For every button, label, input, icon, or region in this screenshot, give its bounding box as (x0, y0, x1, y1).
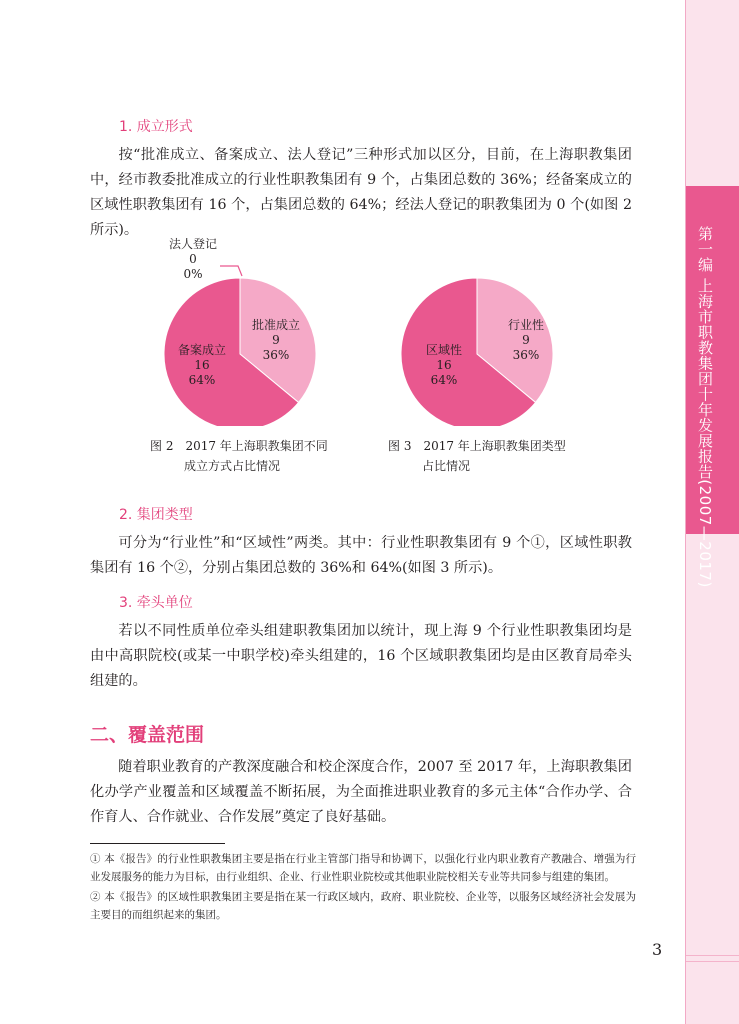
section-heading-lead: 3. 牵头单位 (119, 595, 193, 611)
fig3-label-regional-value: 16 (436, 358, 452, 372)
fig3-label-regional (412, 343, 476, 388)
paragraph-coverage (90, 755, 632, 830)
paragraph-text: 若以不同性质单位牵头组建职教集团加以统计，现上海 9 个行业性职教集团均是由中高职院校(或某一中职学校)牵头组建的，16 个区域职教集团均是由区教育局牵头组建的。 (90, 623, 632, 689)
fig2-label-filed-name: 备案成立 (177, 343, 226, 357)
fig2-label-filed-value: 16 (194, 358, 210, 372)
fig2-caption-line1: 图 2 2017 年上海职教集团不同 (150, 439, 328, 453)
fig2-label-approved-value: 9 (272, 333, 280, 347)
fig2-label-legal-name: 法人登记 (168, 237, 217, 251)
margin-band-divider (686, 961, 739, 962)
paragraph-lead (90, 619, 632, 694)
fig2-label-filed (170, 343, 234, 388)
paragraph-text: 随着职业教育的产教深度融合和校企深度合作，2007 至 2017 年，上海职教集团化办学产业覆盖和区域覆盖不断拓展，为全面推进职业教育的多元主体“合作办学、合作育人、合作就业、合作发展”奠定了良好基础。 (90, 759, 632, 825)
fig2-label-legal-percent: 0% (183, 267, 203, 281)
fig3-label-industry-percent: 36% (512, 348, 540, 362)
fig3-label-regional-percent: 64% (430, 373, 458, 387)
footnote-1: ① 本《报告》的行业性职教集团主要是指在行业主管部门指导和协调下，以强化行业内职业教育产教融合、增强为行业发展服务的能力为目标，由行业组织、企业、行业性职业院校或其他职业院校相关专业等共同参与组建的集团。 (90, 853, 636, 883)
margin-band-divider (686, 955, 739, 956)
fig3-label-industry-name: 行业性 (507, 318, 544, 332)
section-heading-type: 2. 集团类型 (119, 507, 193, 523)
fig2-caption-line2: 成立方式占比情况 (184, 459, 281, 473)
fig2-label-legal (153, 237, 233, 282)
fig3-caption-line1: 图 3 2017 年上海职教集团类型 (388, 439, 566, 453)
fig3-label-regional-name: 区域性 (425, 343, 462, 357)
fig3-caption-line2: 占比情况 (422, 459, 471, 473)
fig2-label-approved-percent: 36% (262, 348, 290, 362)
running-chapter-title: 第一编 上海市职教集团十年发展报告(2007—2017) (696, 226, 714, 588)
fig2-label-legal-value: 0 (189, 252, 197, 266)
page-number: 3 (652, 940, 663, 959)
footnote-2: ② 本《报告》的区域性职教集团主要是指在某一行政区域内，政府、职业院校、企业等，以服务区域经济社会发展为主要目的而组织起来的集团。 (90, 891, 636, 921)
section-heading-formation: 1. 成立形式 (119, 119, 193, 135)
margin-band-bottom (686, 534, 739, 1024)
fig3-label-industry-value: 9 (522, 333, 530, 347)
fig2-caption (150, 436, 328, 476)
paragraph-text: 按“批准成立、备案成立、法人登记”三种形式加以区分，目前，在上海职教集团中，经市教委批准成立的行业性职教集团有 9 个，占集团总数的 36%；经备案成立的区域性职教集团有 16 个，占集团总数的 64%；经法人登记的职教集团为 0 个(如图 2 所示)。 (90, 147, 632, 238)
paragraph-type (90, 531, 632, 581)
paragraph-text: 可分为“行业性”和“区域性”两类。其中：行业性职教集团有 9 个①，区域性职教集团有 16 个②，分别占集团总数的 36%和 64%(如图 3 所示)。 (90, 535, 632, 576)
section-heading-coverage: 二、覆盖范围 (90, 724, 205, 746)
footnote-rule (90, 843, 225, 844)
paragraph-formation (90, 143, 632, 243)
margin-band-top (686, 0, 739, 186)
fig3-caption (388, 436, 566, 476)
fig2-label-approved (244, 318, 308, 363)
fig3-label-industry (496, 318, 556, 363)
fig2-label-approved-name: 批准成立 (251, 318, 300, 332)
fig2-label-filed-percent: 64% (188, 373, 216, 387)
